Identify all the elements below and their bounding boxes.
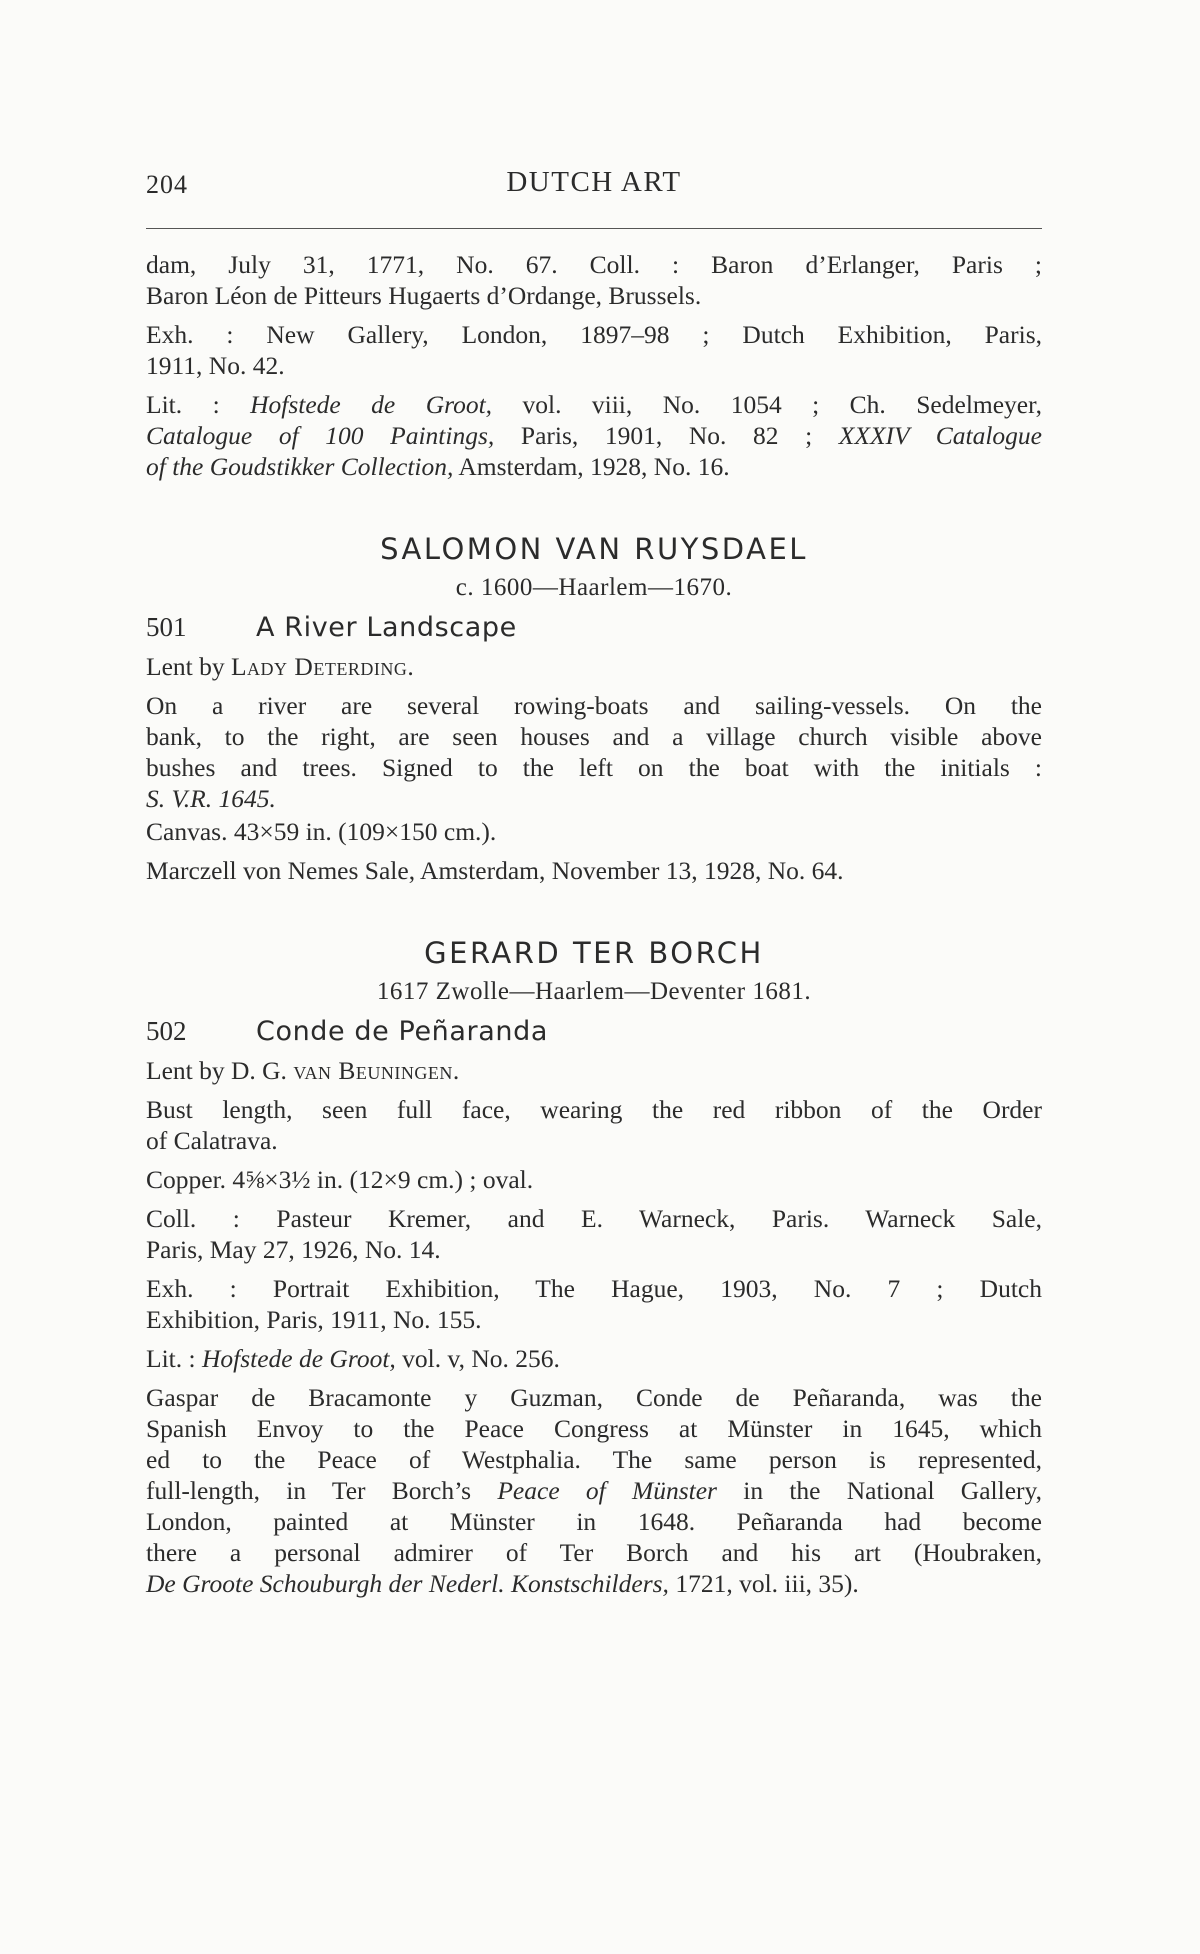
provenance-501: Marczell von Nemes Sale, Amsterdam, November 13, 1928, No. 64. — [146, 856, 844, 885]
continued-literature: Lit. : Hofstede de Groot, vol. viii, No. 1054 ; Ch. Sedelmeyer, Catalogue of 100 Paintings, Paris, 1901, No. 82 ; XXXIV Catalogue of the Goudstikker Collection, Amsterdam, 1928, No. 16. — [146, 390, 1042, 481]
artist-dates-terborch: 1617 Zwolle—Haarlem—Deventer 1681. — [376, 978, 812, 1005]
entry-number: 501 — [146, 612, 187, 642]
entry-title-502 — [146, 1016, 1042, 1047]
header-rule — [146, 228, 1042, 229]
entry-title-501 — [146, 612, 1042, 643]
description-502: Bust length, seen full face, wearing the red ribbon of the Order of Calatrava. — [146, 1095, 1042, 1155]
lender-501: Lent by Lady Deterding. — [146, 652, 415, 681]
continued-exhibition: Exh. : New Gallery, London, 1897–98 ; Dutch Exhibition, Paris, 1911, No. 42. — [146, 320, 1042, 380]
book-page — [146, 160, 1042, 1607]
painting-title: Conde de Peñaranda — [256, 1016, 548, 1047]
artist-heading-terborch: GERARD TER BORCH — [424, 936, 764, 970]
running-head — [146, 160, 1042, 212]
medium-501: Canvas. 43×59 in. (109×150 cm.). — [146, 817, 497, 846]
continued-collection: dam, July 31, 1771, No. 67. Coll. : Baron d’Erlanger, Paris ; Baron Léon de Pitteurs Hugaerts d’Ordange, Brussels. — [146, 250, 1042, 310]
lender-502: Lent by D. G. van Beuningen. — [146, 1056, 460, 1085]
artist-dates-ruysdael: c. 1600—Haarlem—1670. — [455, 574, 733, 601]
painting-title: A River Landscape — [256, 612, 517, 643]
description-501: On a river are several rowing-boats and sailing-vessels. On the bank, to the right, are seen houses and a village church visible above bushes and trees. Signed to the left on the boat with the initials : S. V.R. 1645. — [146, 691, 1042, 813]
entry-number: 502 — [146, 1016, 187, 1046]
medium-502: Copper. 4⅝×3½ in. (12×9 cm.) ; oval. — [146, 1165, 534, 1194]
signature: S. V.R. 1645. — [146, 784, 276, 813]
exhibition-502: Exh. : Portrait Exhibition, The Hague, 1903, No. 7 ; Dutch Exhibition, Paris, 1911, No. 155. — [146, 1274, 1042, 1334]
literature-502: Lit. : Hofstede de Groot, vol. v, No. 256. — [146, 1344, 560, 1373]
page-number: 204 — [146, 170, 188, 199]
historical-note-502: Gaspar de Bracamonte y Guzman, Conde de Peñaranda, was the Spanish Envoy to the Peace Congress at Münster in 1645, which ed to the Peace of Westphalia. The same person is represented, full-length, in Ter Borch’s Peace of Münster in the National Gallery, London, painted at Münster in 1648. Peñaranda had become there a personal admirer of Ter Borch and his art (Houbraken, De Groote Schouburgh der Nederl. Konstschilders, 1721, vol. iii, 35). — [146, 1383, 1042, 1598]
collection-502: Coll. : Pasteur Kremer, and E. Warneck, Paris. Warneck Sale, Paris, May 27, 1926, No. 14. — [146, 1204, 1042, 1264]
artist-heading-ruysdael: SALOMON VAN RUYSDAEL — [380, 532, 808, 566]
running-title: DUTCH ART — [506, 166, 682, 198]
